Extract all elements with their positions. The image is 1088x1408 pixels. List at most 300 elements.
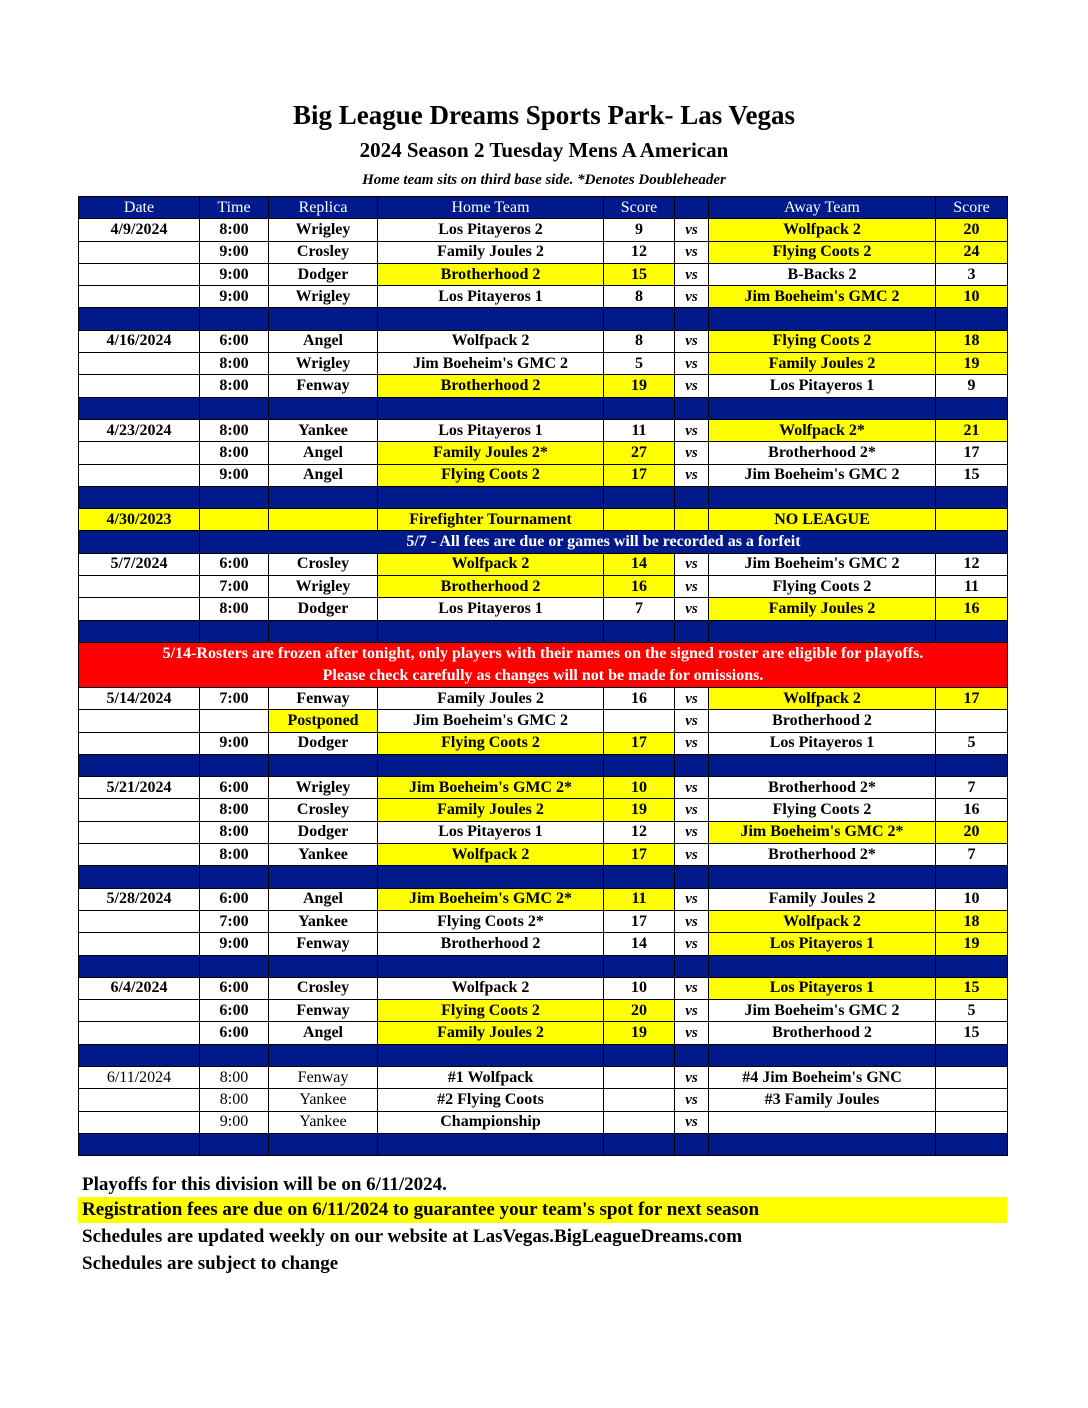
home-team: Wolfpack 2 [378, 553, 604, 575]
spacer-cell [269, 1133, 378, 1155]
home-team: Family Joules 2 [378, 1022, 604, 1044]
date-cell [79, 1111, 200, 1133]
time-cell: 6:00 [200, 1000, 269, 1022]
spacer-cell [604, 620, 675, 642]
away-team [709, 1111, 936, 1133]
page-title: Big League Dreams Sports Park- Las Vegas [292, 100, 796, 130]
time-cell: 8:00 [200, 442, 269, 464]
time-cell: 6:00 [200, 1022, 269, 1044]
spacer-cell [269, 486, 378, 508]
replica-cell: Fenway [269, 687, 378, 709]
spacer-cell [709, 866, 936, 888]
table-row [79, 732, 1008, 754]
spacer-cell [936, 1133, 1008, 1155]
table-row [79, 553, 1008, 575]
away-team: Brotherhood 2 [709, 710, 936, 732]
event-row [79, 509, 1008, 531]
spacer-cell [200, 866, 269, 888]
vs-cell: vs [675, 241, 709, 263]
replica-cell: Crosley [269, 241, 378, 263]
vs-cell: vs [675, 1066, 709, 1088]
spacer-row [79, 1044, 1008, 1066]
spacer-row [79, 486, 1008, 508]
home-score: 14 [604, 553, 675, 575]
date-cell [79, 710, 200, 732]
spacer-cell [675, 486, 709, 508]
spacer-cell [269, 1044, 378, 1066]
spacer-cell [378, 620, 604, 642]
vs-cell: vs [675, 419, 709, 441]
time-cell: 9:00 [200, 1111, 269, 1133]
table-row [79, 464, 1008, 486]
column-header-away-team: Away Team [709, 197, 936, 219]
home-score: 11 [604, 888, 675, 910]
away-score: 18 [936, 910, 1008, 932]
spacer-cell [200, 955, 269, 977]
spacer-cell [79, 486, 200, 508]
away-team: #4 Jim Boeheim's GNC [709, 1066, 936, 1088]
time-cell: 9:00 [200, 241, 269, 263]
home-score: 17 [604, 844, 675, 866]
vs-cell: vs [675, 375, 709, 397]
home-score: 27 [604, 442, 675, 464]
notice-text: 5/7 - All fees are due or games will be recorded as a forfeit [200, 531, 1008, 553]
spacer-row [79, 620, 1008, 642]
spacer-cell [378, 1044, 604, 1066]
table-row [79, 419, 1008, 441]
table-row [79, 710, 1008, 732]
notice-cell [79, 531, 200, 553]
home-team: Los Pitayeros 2 [378, 219, 604, 241]
home-score: 8 [604, 330, 675, 352]
away-team: Wolfpack 2 [709, 910, 936, 932]
home-score: 17 [604, 464, 675, 486]
spacer-cell [200, 397, 269, 419]
replica-cell: Angel [269, 442, 378, 464]
replica-cell: Angel [269, 330, 378, 352]
home-team: Jim Boeheim's GMC 2* [378, 888, 604, 910]
vs-cell: vs [675, 219, 709, 241]
footer-website-note: Schedules are updated weekly on our website at LasVegas.BigLeagueDreams.com [82, 1226, 743, 1247]
home-score: 17 [604, 732, 675, 754]
spacer-cell [604, 955, 675, 977]
replica-cell: Dodger [269, 598, 378, 620]
date-cell [79, 576, 200, 598]
home-score: 19 [604, 799, 675, 821]
table-row [79, 1000, 1008, 1022]
away-score: 15 [936, 977, 1008, 999]
away-team: Family Joules 2 [709, 353, 936, 375]
replica-cell: Wrigley [269, 576, 378, 598]
home-score: 12 [604, 241, 675, 263]
home-team: #1 Wolfpack [378, 1066, 604, 1088]
vs-cell: vs [675, 732, 709, 754]
spacer-cell [936, 866, 1008, 888]
home-score: 19 [604, 1022, 675, 1044]
time-cell: 6:00 [200, 553, 269, 575]
vs-cell: vs [675, 933, 709, 955]
replica-cell: Dodger [269, 732, 378, 754]
home-team: Flying Coots 2 [378, 732, 604, 754]
date-cell [79, 464, 200, 486]
home-team: Brotherhood 2 [378, 375, 604, 397]
spacer-cell [79, 397, 200, 419]
spacer-cell [709, 397, 936, 419]
vs-cell: vs [675, 330, 709, 352]
replica-cell: Crosley [269, 977, 378, 999]
vs-cell: vs [675, 1111, 709, 1133]
away-team: Brotherhood 2 [709, 1022, 936, 1044]
vs-cell: vs [675, 977, 709, 999]
away-score: 16 [936, 799, 1008, 821]
vs-cell: vs [675, 687, 709, 709]
spacer-cell [675, 308, 709, 330]
home-score: 14 [604, 933, 675, 955]
spacer-cell [200, 308, 269, 330]
away-score: 5 [936, 732, 1008, 754]
spacer-cell [604, 1133, 675, 1155]
notice-row [79, 531, 1008, 553]
date-cell [79, 1000, 200, 1022]
home-team: Jim Boeheim's GMC 2* [378, 777, 604, 799]
table-header-row [79, 197, 1008, 219]
spacer-cell [709, 620, 936, 642]
vs-cell: vs [675, 553, 709, 575]
time-cell: 8:00 [200, 1089, 269, 1111]
home-team: Flying Coots 2 [378, 1000, 604, 1022]
away-team: Flying Coots 2 [709, 241, 936, 263]
footer-playoffs-note: Playoffs for this division will be on 6/11/2024. [82, 1174, 447, 1195]
replica-cell: Fenway [269, 933, 378, 955]
time-cell: 7:00 [200, 576, 269, 598]
away-team: Wolfpack 2 [709, 687, 936, 709]
date-cell: 5/28/2024 [79, 888, 200, 910]
alert-line: Please check carefully as changes will not be made for omissions. [322, 666, 764, 684]
replica-cell: Postponed [269, 710, 378, 732]
spacer-row [79, 866, 1008, 888]
schedule-table [78, 196, 1008, 1156]
date-cell [79, 821, 200, 843]
home-team: Family Joules 2* [378, 442, 604, 464]
spacer-cell [604, 308, 675, 330]
column-header-away-score: Score [936, 197, 1008, 219]
away-team: Jim Boeheim's GMC 2 [709, 286, 936, 308]
date-cell: 5/14/2024 [79, 687, 200, 709]
away-score: 11 [936, 576, 1008, 598]
table-row [79, 241, 1008, 263]
home-team: Family Joules 2 [378, 687, 604, 709]
column-header-time: Time [200, 197, 269, 219]
spacer-cell [604, 397, 675, 419]
time-cell: 9:00 [200, 263, 269, 285]
vs-cell: vs [675, 1022, 709, 1044]
home-score: 7 [604, 598, 675, 620]
replica-cell: Wrigley [269, 219, 378, 241]
vs-cell: vs [675, 844, 709, 866]
date-cell [79, 799, 200, 821]
date-cell [79, 933, 200, 955]
column-header-home-team: Home Team [378, 197, 604, 219]
away-score: 17 [936, 442, 1008, 464]
time-cell: 8:00 [200, 419, 269, 441]
away-score [936, 1066, 1008, 1088]
date-cell: 4/9/2024 [79, 219, 200, 241]
spacer-cell [378, 1133, 604, 1155]
away-score: 15 [936, 464, 1008, 486]
away-team: B-Backs 2 [709, 263, 936, 285]
replica-cell: Dodger [269, 263, 378, 285]
away-score: 10 [936, 286, 1008, 308]
away-team: Brotherhood 2* [709, 844, 936, 866]
away-score: 9 [936, 375, 1008, 397]
home-score: 19 [604, 375, 675, 397]
replica-cell: Angel [269, 464, 378, 486]
column-header-vs [675, 197, 709, 219]
table-row [79, 933, 1008, 955]
date-cell: 6/4/2024 [79, 977, 200, 999]
replica-cell: Fenway [269, 1000, 378, 1022]
spacer-cell [378, 486, 604, 508]
home-score [604, 509, 675, 531]
column-header-replica: Replica [269, 197, 378, 219]
home-team: Jim Boeheim's GMC 2 [378, 710, 604, 732]
spacer-cell [378, 866, 604, 888]
replica-cell: Angel [269, 1022, 378, 1044]
spacer-cell [79, 1044, 200, 1066]
page-subtitle: 2024 Season 2 Tuesday Mens A American [359, 138, 729, 162]
home-score: 15 [604, 263, 675, 285]
home-team: Family Joules 2 [378, 799, 604, 821]
replica-cell: Yankee [269, 1089, 378, 1111]
table-row [79, 687, 1008, 709]
date-cell: 5/21/2024 [79, 777, 200, 799]
home-score: 10 [604, 977, 675, 999]
spacer-cell [709, 308, 936, 330]
time-cell: 9:00 [200, 933, 269, 955]
away-score: 15 [936, 1022, 1008, 1044]
away-score [936, 710, 1008, 732]
away-team: Jim Boeheim's GMC 2* [709, 821, 936, 843]
vs-cell: vs [675, 464, 709, 486]
table-row [79, 330, 1008, 352]
vs-cell: vs [675, 353, 709, 375]
table-row [79, 1022, 1008, 1044]
away-team: Flying Coots 2 [709, 576, 936, 598]
replica-cell: Crosley [269, 799, 378, 821]
vs-cell: vs [675, 821, 709, 843]
spacer-cell [936, 754, 1008, 776]
away-team: Flying Coots 2 [709, 330, 936, 352]
replica-cell: Yankee [269, 844, 378, 866]
alert-line: 5/14-Rosters are frozen after tonight, only players with their names on the signed roster are eligible for playoffs. [162, 644, 924, 662]
event-status: NO LEAGUE [709, 509, 936, 531]
spacer-cell [675, 955, 709, 977]
date-cell [79, 286, 200, 308]
date-cell [79, 598, 200, 620]
replica-cell: Wrigley [269, 286, 378, 308]
date-cell [79, 263, 200, 285]
date-cell [79, 353, 200, 375]
table-row [79, 1066, 1008, 1088]
home-score: 11 [604, 419, 675, 441]
table-row [79, 821, 1008, 843]
date-cell [79, 241, 200, 263]
schedule-body [79, 219, 1008, 1156]
away-team: Wolfpack 2 [709, 219, 936, 241]
home-team: Wolfpack 2 [378, 844, 604, 866]
vs-cell: vs [675, 777, 709, 799]
schedule-note: Home team sits on third base side. *Denotes Doubleheader [362, 172, 726, 188]
spacer-cell [378, 754, 604, 776]
vs-cell: vs [675, 442, 709, 464]
home-team: Brotherhood 2 [378, 933, 604, 955]
date-cell [79, 1022, 200, 1044]
spacer-cell [709, 1133, 936, 1155]
spacer-cell [604, 1044, 675, 1066]
spacer-cell [200, 620, 269, 642]
time-cell: 8:00 [200, 353, 269, 375]
vs-cell: vs [675, 576, 709, 598]
home-score [604, 1111, 675, 1133]
date-cell: 4/30/2023 [79, 509, 200, 531]
spacer-cell [200, 486, 269, 508]
replica-cell: Fenway [269, 375, 378, 397]
time-cell: 8:00 [200, 844, 269, 866]
spacer-cell [709, 486, 936, 508]
date-cell: 4/23/2024 [79, 419, 200, 441]
spacer-row [79, 955, 1008, 977]
spacer-cell [378, 308, 604, 330]
vs-cell: vs [675, 910, 709, 932]
table-row [79, 442, 1008, 464]
date-cell [79, 844, 200, 866]
home-team: Championship [378, 1111, 604, 1133]
vs-cell: vs [675, 799, 709, 821]
table-row [79, 844, 1008, 866]
home-team: Wolfpack 2 [378, 977, 604, 999]
home-score: 17 [604, 910, 675, 932]
spacer-cell [936, 620, 1008, 642]
vs-cell: vs [675, 263, 709, 285]
vs-cell: vs [675, 1000, 709, 1022]
spacer-cell [936, 955, 1008, 977]
time-cell: 6:00 [200, 777, 269, 799]
away-score: 19 [936, 353, 1008, 375]
away-team: Flying Coots 2 [709, 799, 936, 821]
spacer-cell [604, 754, 675, 776]
table-row [79, 263, 1008, 285]
vs-cell: vs [675, 286, 709, 308]
spacer-cell [79, 1133, 200, 1155]
table-row [79, 888, 1008, 910]
footer-registration-note: Registration fees are due on 6/11/2024 to guarantee your team's spot for next season [78, 1197, 1007, 1223]
home-team: Family Joules 2 [378, 241, 604, 263]
home-score: 10 [604, 777, 675, 799]
away-team: Jim Boeheim's GMC 2 [709, 553, 936, 575]
home-score [604, 1066, 675, 1088]
event-name: Firefighter Tournament [378, 509, 604, 531]
spacer-cell [269, 620, 378, 642]
spacer-cell [675, 1044, 709, 1066]
spacer-cell [79, 955, 200, 977]
replica-cell: Yankee [269, 910, 378, 932]
alert-row [79, 642, 1008, 687]
spacer-cell [200, 1044, 269, 1066]
date-cell [79, 1089, 200, 1111]
away-score [936, 1111, 1008, 1133]
home-team: Los Pitayeros 1 [378, 598, 604, 620]
spacer-cell [269, 754, 378, 776]
table-row [79, 353, 1008, 375]
spacer-cell [378, 397, 604, 419]
spacer-cell [675, 620, 709, 642]
date-cell [79, 910, 200, 932]
spacer-cell [269, 308, 378, 330]
away-score: 16 [936, 598, 1008, 620]
replica-cell: Yankee [269, 419, 378, 441]
time-cell: 8:00 [200, 375, 269, 397]
alert-cell [79, 642, 1008, 687]
away-team: Family Joules 2 [709, 598, 936, 620]
vs-cell: vs [675, 710, 709, 732]
away-score: 17 [936, 687, 1008, 709]
footer-change-note: Schedules are subject to change [82, 1253, 339, 1274]
replica-cell: Wrigley [269, 777, 378, 799]
spacer-cell [709, 955, 936, 977]
date-cell: 4/16/2024 [79, 330, 200, 352]
spacer-cell [200, 754, 269, 776]
spacer-row [79, 1133, 1008, 1155]
spacer-cell [709, 754, 936, 776]
spacer-cell [269, 397, 378, 419]
table-row [79, 286, 1008, 308]
time-cell: 8:00 [200, 598, 269, 620]
home-score: 5 [604, 353, 675, 375]
spacer-cell [200, 1133, 269, 1155]
away-team: Jim Boeheim's GMC 2 [709, 464, 936, 486]
away-score [936, 1089, 1008, 1111]
column-header-date: Date [79, 197, 200, 219]
vs-cell: vs [675, 598, 709, 620]
spacer-cell [79, 308, 200, 330]
away-team: Family Joules 2 [709, 888, 936, 910]
time-cell: 8:00 [200, 799, 269, 821]
replica-cell: Fenway [269, 1066, 378, 1088]
replica-cell: Crosley [269, 553, 378, 575]
time-cell: 6:00 [200, 888, 269, 910]
away-team: Jim Boeheim's GMC 2 [709, 1000, 936, 1022]
spacer-cell [79, 620, 200, 642]
away-score: 7 [936, 777, 1008, 799]
replica-cell [269, 509, 378, 531]
table-row [79, 219, 1008, 241]
spacer-cell [604, 866, 675, 888]
replica-cell: Wrigley [269, 353, 378, 375]
spacer-cell [936, 1044, 1008, 1066]
spacer-cell [269, 866, 378, 888]
time-cell: 9:00 [200, 464, 269, 486]
date-cell [79, 442, 200, 464]
date-cell [79, 732, 200, 754]
home-score [604, 1089, 675, 1111]
spacer-cell [675, 754, 709, 776]
time-cell: 7:00 [200, 910, 269, 932]
home-score: 9 [604, 219, 675, 241]
time-cell: 9:00 [200, 286, 269, 308]
spacer-cell [675, 1133, 709, 1155]
date-cell: 6/11/2024 [79, 1066, 200, 1088]
away-score: 20 [936, 219, 1008, 241]
